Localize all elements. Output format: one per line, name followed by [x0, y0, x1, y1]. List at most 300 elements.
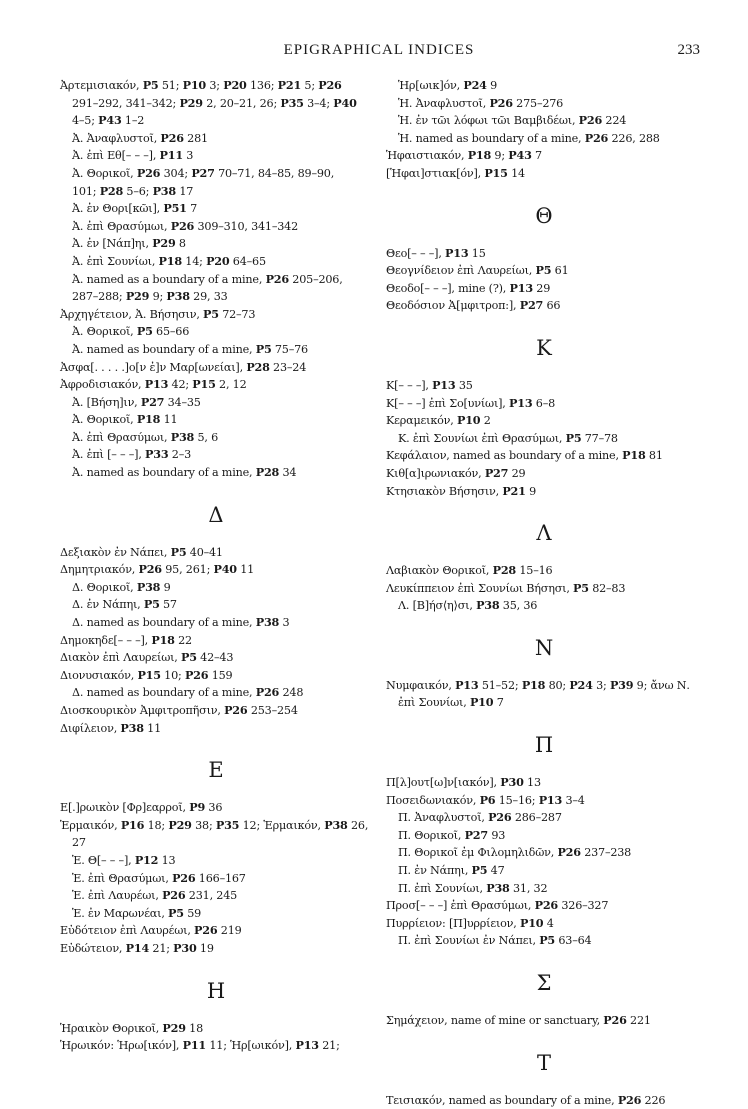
entry-text: 70–71, 84–85, 89–90, [214, 166, 335, 180]
papyrus-reference: P26 [162, 888, 186, 903]
papyrus-reference: P26 [138, 562, 162, 577]
entry-text: 38; [191, 818, 216, 832]
papyrus-reference: P30 [173, 940, 197, 955]
index-entry [60, 632, 372, 650]
entry-text: 281 [183, 131, 208, 145]
entry-text: ἐπὶ Σουνίωι, [398, 696, 470, 710]
entry-text: Ἡ. Ἀναφλυστοῖ, [398, 96, 490, 110]
entry-text: Ποσειδωνιακόν, [386, 793, 480, 807]
index-entry [60, 544, 372, 562]
entry-text: Λευκίππειον ἐπὶ Σουνίωι Βήσησι, [386, 581, 574, 595]
entry-text: 42; [168, 378, 193, 392]
index-subentry [60, 596, 372, 614]
papyrus-reference: P15 [484, 165, 508, 180]
index-subentry [386, 77, 702, 95]
entry-text: 3 [182, 149, 194, 163]
entry-text: 18; [144, 818, 169, 832]
entry-text: 136; [246, 79, 278, 92]
index-entry [386, 915, 702, 933]
papyrus-reference: P5 [142, 78, 159, 92]
papyrus-reference: P26 [617, 1092, 642, 1107]
index-entry [386, 465, 702, 483]
index-subentry [60, 130, 372, 148]
entry-text: 159 [208, 668, 233, 682]
index-entry [60, 359, 372, 377]
papyrus-reference: P28 [255, 465, 280, 480]
index-entry [60, 922, 372, 940]
section-letter-heading: Θ [535, 203, 553, 228]
entry-text: Δ. Θορικοῖ, [72, 580, 137, 594]
entry-text: Ἀ. named as boundary of a mine, [72, 466, 256, 480]
section-letter-heading: Σ [536, 971, 552, 995]
index-subentry [60, 887, 372, 905]
papyrus-reference: P18 [158, 253, 182, 268]
entry-text: Πυρρίειον: [Π]υρρίειον, [386, 916, 521, 930]
index-subentry [60, 147, 372, 165]
papyrus-reference: P10 [456, 413, 481, 428]
papyrus-reference: P29 [168, 817, 192, 832]
entry-text: 63–64 [555, 934, 592, 948]
papyrus-reference: P18 [151, 632, 175, 647]
entry-text: 11; Ἡρ[ωικόν], [206, 1039, 296, 1053]
papyrus-reference: P38 [136, 579, 161, 594]
papyrus-reference: P13 [295, 1038, 319, 1053]
entry-text: 4–5; [72, 114, 99, 128]
papyrus-reference: P5 [203, 306, 219, 321]
papyrus-reference: P10 [182, 78, 207, 92]
entry-text: 81 [645, 449, 663, 463]
section-letter-heading: Λ [536, 521, 552, 546]
index-entry [386, 1012, 702, 1030]
papyrus-reference: P5 [181, 650, 197, 665]
papyrus-reference: P5 [168, 905, 184, 920]
entry-text: 9; [149, 290, 167, 304]
index-subentry [386, 95, 702, 113]
papyrus-reference: P11 [182, 1038, 206, 1053]
entry-text: 10; [160, 668, 185, 682]
papyrus-reference: P20 [206, 253, 230, 268]
entry-text: 40–41 [186, 545, 223, 559]
section-letter-heading: Δ [208, 502, 224, 527]
papyrus-reference: P40 [213, 562, 237, 577]
papyrus-reference: P12 [134, 852, 159, 867]
index-entry [386, 483, 702, 501]
papyrus-reference: P26 [489, 95, 513, 110]
entry-text: Τεισιακόν, named as boundary of a mine, [386, 1093, 618, 1107]
entry-text: 11 [160, 413, 178, 427]
entry-text: 57 [159, 598, 177, 612]
entry-text: 2 [480, 414, 491, 428]
section-letter-heading: Π [534, 733, 554, 758]
index-entry [386, 262, 702, 280]
page-title: EPIGRAPHICAL INDICES [283, 42, 475, 58]
papyrus-reference: P5 [573, 580, 589, 595]
entry-text: 34–35 [164, 395, 201, 409]
entry-text: Π. Θορικοῖ ἐμ Φιλομηλιδῶν, [398, 846, 558, 860]
entry-text: Δημοκηδε[– – –], [60, 633, 152, 647]
entry-text: 9; [491, 149, 509, 163]
entry-text: 231, 245 [185, 889, 238, 903]
entry-text: 2, 20–21, 26; [202, 96, 281, 110]
papyrus-reference: P11 [159, 148, 183, 163]
papyrus-reference: P5 [535, 263, 552, 278]
entry-text: 12; Ἑρμαικόν, [239, 818, 325, 832]
entry-text: 3–4; [303, 96, 334, 110]
papyrus-reference: P33 [145, 447, 169, 462]
entry-text: 9 [525, 484, 536, 498]
index-entry [60, 817, 372, 835]
section-letter-heading: Η [206, 978, 226, 1003]
entry-text: Ἀ. ἐπὶ Θρασύμωι, [72, 219, 171, 233]
papyrus-reference: P26 [318, 78, 342, 92]
index-entry-continuation [60, 95, 372, 113]
papyrus-reference: P35 [215, 817, 240, 832]
entry-text: Λαβιακὸν Θορικοῖ, [386, 564, 493, 578]
index-subentry [60, 579, 372, 597]
running-head [58, 42, 700, 62]
index-subentry [386, 862, 702, 880]
papyrus-reference: P26 [488, 810, 512, 825]
papyrus-reference: P26 [534, 898, 559, 913]
papyrus-reference: P13 [432, 377, 456, 392]
index-subentry [60, 218, 372, 236]
entry-text: Διακὸν ἐπὶ Λαυρείωι, [60, 651, 182, 665]
entry-text: Νυμφαικόν, [386, 678, 456, 692]
entry-text: Π. ἐν Νάπηι, [398, 864, 472, 878]
entry-text: 95, 261; [161, 563, 214, 577]
papyrus-reference: P35 [280, 95, 304, 110]
entry-text: 304; [160, 166, 192, 180]
entry-text: Κεραμεικόν, [386, 414, 457, 428]
index-subentry [60, 323, 372, 341]
index-entry [60, 77, 372, 95]
entry-text: Ε[.]ρωικὸν [Φρ]εαρροῖ, [60, 801, 190, 815]
index-entry [386, 297, 702, 315]
entry-text: 275–276 [512, 96, 564, 110]
papyrus-reference: P18 [467, 148, 492, 163]
index-entry [386, 165, 702, 183]
entry-text: 64–65 [229, 254, 266, 268]
papyrus-reference: P13 [538, 792, 563, 807]
papyrus-reference: P26 [136, 165, 161, 180]
entry-text: 205–206, [288, 272, 343, 286]
entry-text: 13 [523, 776, 541, 790]
entry-text: Ἀ. Ἀναφλυστοῖ, [72, 131, 161, 145]
index-entry [386, 580, 702, 598]
entry-text: 253–254 [247, 704, 298, 717]
entry-text: 14 [507, 166, 525, 180]
entry-text: 15–16 [516, 564, 553, 578]
papyrus-reference: P26 [603, 1013, 627, 1027]
entry-text: 66 [543, 299, 561, 313]
papyrus-reference: P18 [136, 412, 161, 427]
entry-text: Εὐδώτειον, [60, 941, 126, 955]
entry-text: Ἡρωικόν: Ἡρω[ικόν], [60, 1039, 183, 1053]
entry-text: 309–310, 341–342 [194, 219, 298, 233]
papyrus-reference: P15 [192, 377, 216, 392]
entry-text: 101; [72, 184, 100, 198]
entry-text: Κ. ἐπὶ Σουνίωι ἐπὶ Θρασύμωι, [398, 431, 566, 445]
entry-text: 29 [532, 281, 551, 295]
entry-text: 14; [181, 254, 207, 268]
papyrus-reference: P27 [191, 165, 215, 180]
papyrus-reference: P13 [509, 395, 533, 410]
index-entry [386, 897, 702, 915]
entry-text: Ἀ. ἐπὶ Σουνίωι, [72, 254, 159, 268]
index-entry [60, 667, 372, 685]
section-letter-heading: Ν [534, 635, 554, 660]
index-subentry [60, 341, 372, 359]
entry-text: Θεο[– – –], [386, 246, 446, 260]
entry-text: 15 [468, 246, 486, 260]
papyrus-reference: P38 [166, 289, 190, 304]
entry-text: 61 [551, 264, 569, 278]
papyrus-reference: P26 [194, 923, 218, 938]
entry-text: 226, 288 [608, 131, 660, 145]
entry-text: Ἡφαιστιακόν, [386, 149, 468, 163]
entry-text: Ἑ. ἐν Μαρωνέαι, [72, 906, 169, 920]
papyrus-reference: P38 [120, 720, 144, 735]
entry-text: Λ. [Β]ήσ⟨η⟩σι, [398, 599, 477, 613]
entry-text: 9; ἄνω Ν. [633, 678, 690, 692]
papyrus-reference: P38 [255, 615, 280, 630]
entry-text: Ἀσφα[. . . . .]ο[ν ἐ]ν Μαρ[ωνείαι], [60, 360, 247, 374]
entry-text: Δ. ἐν Νάπηι, [72, 598, 144, 612]
papyrus-reference: P5 [170, 544, 187, 559]
entry-text: 5–6; [123, 184, 153, 198]
entry-text: 15–16; [495, 793, 539, 807]
index-entry [386, 245, 702, 263]
entry-text: 36 [205, 801, 223, 815]
entry-text: Π[λ]ουτ[ω]ν[ιακόν], [386, 776, 501, 790]
papyrus-reference: P26 [224, 703, 248, 717]
papyrus-reference: P38 [476, 598, 500, 613]
index-subentry [60, 200, 372, 218]
entry-text: 21; [318, 1039, 340, 1053]
index-entry [386, 677, 702, 695]
papyrus-reference: P26 [578, 113, 603, 128]
papyrus-reference: P21 [502, 483, 526, 498]
entry-text: 248 [279, 686, 304, 700]
index-entry-continuation [60, 183, 372, 201]
entry-text: 237–238 [580, 846, 632, 860]
entry-text: 82–83 [588, 581, 626, 595]
index-entry [386, 562, 702, 580]
index-subentry [60, 684, 372, 702]
papyrus-reference: P29 [125, 289, 150, 304]
entry-text: 7 [186, 202, 198, 216]
entry-text: Ἀ. Θορικοῖ, [72, 166, 137, 180]
papyrus-reference: P29 [179, 95, 203, 110]
entry-text: 11 [236, 563, 255, 577]
index-entry [60, 1020, 372, 1038]
papyrus-reference: P13 [509, 280, 533, 295]
index-entry-continuation [60, 288, 372, 306]
index-subentry [60, 165, 372, 183]
index-subentry [386, 130, 702, 148]
entry-text: 7 [493, 696, 504, 710]
papyrus-reference: P40 [333, 95, 357, 110]
entry-text: 23–24 [269, 360, 307, 374]
papyrus-reference: P28 [246, 359, 270, 374]
papyrus-reference: P26 [170, 218, 195, 233]
entry-text: 226 [641, 1093, 666, 1107]
papyrus-reference: P30 [500, 775, 524, 790]
papyrus-reference: P29 [152, 236, 176, 251]
papyrus-reference: P27 [464, 827, 488, 842]
entry-text: Ἀ. named as a boundary of a mine, [72, 272, 266, 286]
entry-text: Ἑ. ἐπὶ Λαυρέωι, [72, 889, 163, 903]
index-subentry [60, 253, 372, 271]
index-subentry [386, 112, 702, 130]
entry-text: 3–4 [562, 793, 585, 807]
papyrus-reference: P9 [189, 800, 206, 815]
papyrus-reference: P5 [255, 341, 272, 356]
entry-text: 18 [185, 1021, 203, 1035]
entry-text: 219 [217, 924, 242, 938]
entry-text: 26, [347, 818, 369, 832]
entry-text: Ἀ. ἐπὶ Θρασύμωι, [72, 430, 171, 444]
entry-text: Ἀ. [Βήση]ιν, [72, 395, 141, 409]
entry-text: 59 [183, 906, 202, 920]
entry-text: Ἀφροδισιακόν, [60, 378, 145, 392]
entry-text: 4 [543, 916, 554, 930]
entry-text: Σημάχειον, name of mine or sanctuary, [386, 1014, 604, 1027]
index-subentry [386, 932, 702, 950]
entry-text: 2–3 [168, 448, 192, 462]
entry-text: 6–8 [532, 396, 556, 410]
papyrus-reference: P38 [324, 817, 348, 832]
entry-text: 51–52; [478, 678, 522, 692]
entry-text: 291–292, 341–342; [72, 96, 180, 110]
entry-text: 13 [158, 853, 176, 867]
entry-text: 221 [626, 1014, 651, 1027]
entry-text: 27 [72, 836, 86, 850]
index-subentry [60, 394, 372, 412]
index-subentry [386, 597, 702, 615]
entry-text: 77–78 [581, 431, 618, 445]
entry-text: Ἑ. ἐπὶ Θρασύμωι, [72, 871, 173, 885]
papyrus-reference: P38 [152, 183, 176, 198]
index-entry [386, 377, 702, 395]
papyrus-reference: P39 [609, 677, 634, 692]
entry-text: 47 [487, 864, 505, 878]
papyrus-reference: P13 [445, 245, 469, 260]
entry-text: Ἀρχηγέτειον, Ἀ. Βήσησιν, [60, 307, 204, 321]
entry-text: 5; [301, 79, 319, 92]
papyrus-reference: P51 [163, 201, 187, 216]
entry-text: Ἀ. ἐπὶ Εθ[– – –], [72, 149, 160, 163]
papyrus-reference: P10 [520, 915, 544, 930]
papyrus-reference: P27 [519, 298, 544, 313]
index-subentry [60, 464, 372, 482]
entry-text: 7 [531, 149, 542, 163]
entry-text: Π. Ἀναφλυστοῖ, [398, 811, 489, 825]
entry-text: 21; [149, 941, 174, 955]
index-entry-continuation [386, 694, 702, 712]
papyrus-reference: P20 [223, 78, 247, 92]
entry-text: Θεογνίδειον ἐπὶ Λαυρείωι, [386, 264, 536, 278]
entry-text: 72–73 [218, 307, 256, 321]
entry-text: 34 [279, 466, 297, 480]
entry-text: Ἀ. named as boundary of a mine, [72, 342, 256, 356]
index-entry [60, 376, 372, 394]
entry-text: 224 [602, 114, 627, 128]
section-letter-heading: Ε [208, 758, 224, 783]
papyrus-reference: P6 [479, 792, 496, 807]
index-subentry [60, 429, 372, 447]
index-entry [60, 940, 372, 958]
papyrus-reference: P26 [172, 870, 196, 885]
entry-text: Ἀ. ἐν Θορι[κῶι], [72, 202, 164, 216]
index-entry [386, 1092, 702, 1109]
entry-text: Κεφάλαιον, named as boundary of a mine, [386, 449, 623, 463]
index-entry [60, 1037, 372, 1055]
entry-text: 8 [175, 237, 186, 251]
index-entry [386, 412, 702, 430]
page-number: 233 [677, 42, 700, 58]
entry-text: Ἀ. ἐν [Νάπ]ηι, [72, 237, 153, 251]
entry-text: Προσ[– – –] ἐπὶ Θρασύμωι, [386, 899, 535, 913]
entry-text: Κτησιακὸν Βήσησιν, [386, 484, 503, 498]
entry-text: Ἡρ[ωικ]όν, [398, 79, 464, 92]
entry-text: 287–288; [72, 290, 126, 304]
entry-text: 17 [175, 184, 194, 198]
papyrus-reference: P26 [265, 271, 289, 286]
index-subentry [60, 446, 372, 464]
entry-text: 42–43 [196, 651, 234, 665]
entry-text: Θεοδο[– – –], mine (?), [386, 281, 510, 295]
entry-text: 1–2 [121, 114, 145, 128]
entry-text: Ἡ. ἐν τῶι λόφωι τῶι Βαμβιδέωι, [398, 114, 579, 128]
entry-text: 29 [508, 466, 526, 480]
entry-text: 75–76 [271, 342, 308, 356]
entry-text: 19 [196, 941, 214, 955]
index-entry [60, 649, 372, 667]
papyrus-reference: P18 [521, 677, 546, 692]
entry-text: Κ[– – –], [386, 378, 433, 392]
index-entry [386, 774, 702, 792]
index-subentry [386, 844, 702, 862]
entry-text: 9 [160, 580, 171, 594]
index-entry [60, 702, 372, 720]
entry-text: Δ. named as boundary of a mine, [72, 686, 256, 700]
entry-text: 51; [158, 79, 183, 92]
papyrus-reference: P27 [140, 394, 165, 409]
papyrus-reference: P16 [120, 817, 145, 832]
index-entry [386, 447, 702, 465]
papyrus-reference: P18 [622, 448, 646, 463]
entry-text: Ἑρμαικόν, [60, 818, 121, 832]
entry-text: Ἡραικὸν Θορικοῖ, [60, 1021, 163, 1035]
papyrus-reference: P26 [184, 667, 209, 682]
index-subentry [386, 827, 702, 845]
papyrus-reference: P24 [569, 677, 593, 692]
entry-text: Κιθ[α]ιρωνιακόν, [386, 466, 485, 480]
papyrus-reference: P26 [255, 685, 280, 700]
entry-text: 9 [486, 79, 498, 92]
papyrus-reference: P43 [508, 148, 532, 163]
entry-text: Κ[– – –] ἐπὶ Σο[υνίωι], [386, 396, 510, 410]
entry-text: Διφίλειον, [60, 721, 121, 735]
index-entry [60, 561, 372, 579]
entry-text: Ἡ. named as boundary of a mine, [398, 131, 585, 145]
papyrus-reference: P27 [484, 465, 509, 480]
entry-text: 22 [174, 633, 192, 647]
entry-text: 31, 32 [509, 881, 548, 895]
index-entry [60, 720, 372, 738]
papyrus-reference: P5 [565, 430, 582, 445]
